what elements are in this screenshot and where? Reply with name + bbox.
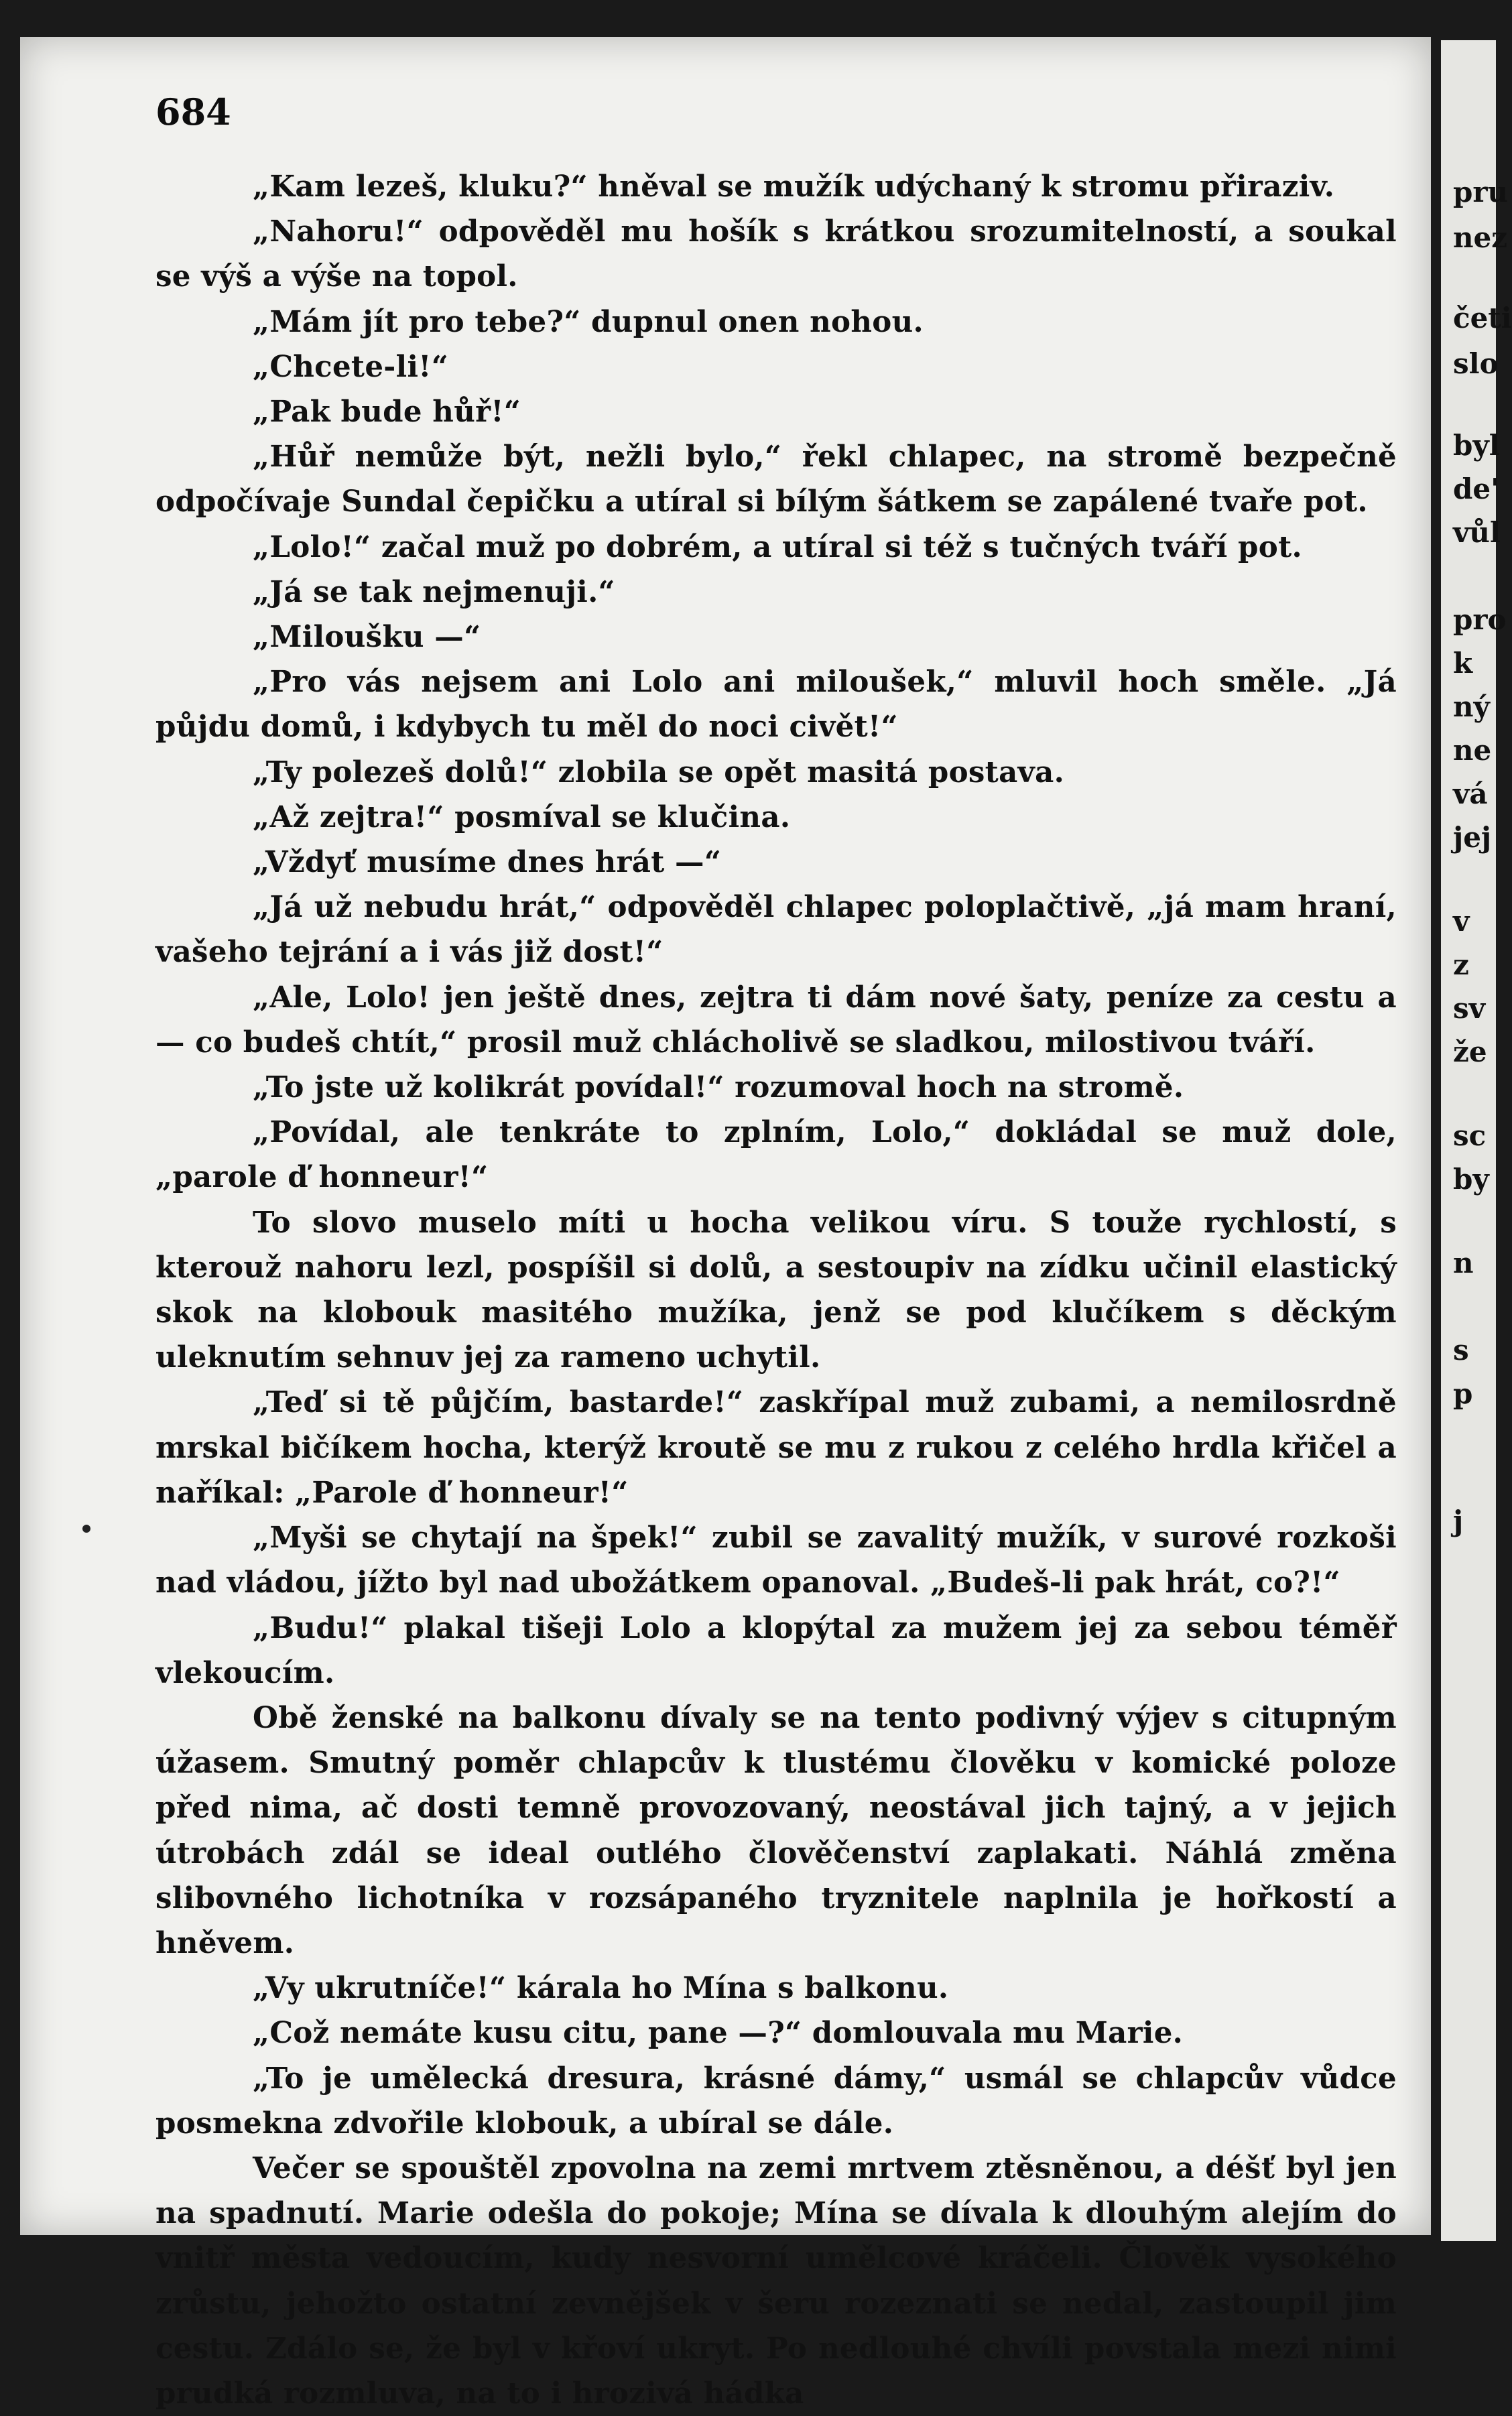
page-number: 684 xyxy=(155,90,231,133)
paragraph: „Nahoru!“ odpověděl mu hošík s krátkou srozumitelností, a soukal se výš a výše na topol. xyxy=(155,214,1397,294)
next-page-fragment: sc xyxy=(1453,1119,1487,1152)
paragraph: „To jste už kolikrát povídal!“ rozumoval hoch na stromě. xyxy=(253,1070,1184,1105)
paragraph: „Já už nebudu hrát,“ odpověděl chlapec poloplačtivě, „já mam hraní, vašeho tejrání a i vás již dost!“ xyxy=(155,890,1397,970)
paragraph: „Kam lezeš, kluku?“ hněval se mužík udýchaný k stromu přiraziv. xyxy=(253,170,1335,204)
next-page-fragment: že xyxy=(1453,1035,1487,1068)
next-page-fragment: byl xyxy=(1453,429,1500,462)
next-page-fragment: de' xyxy=(1453,472,1499,505)
paragraph: „Myši se chytají na špek!“ zubil se zavalitý mužík, v surové rozkoši nad vládou, jížto byl nad ubožátkem opanoval. „Budeš-li pak hrát, co?!“ xyxy=(155,1521,1397,1600)
next-page-fragment: k xyxy=(1453,647,1473,680)
next-page-fragment: s xyxy=(1453,1334,1469,1366)
next-page-fragment: z xyxy=(1453,948,1469,981)
next-page-fragment: by xyxy=(1453,1163,1489,1196)
next-page-fragment: slo xyxy=(1453,347,1499,380)
paragraph: „Povídal, ale tenkráte to zplním, Lolo,“ dokládal se muž dole, „parole ď honneur!“ xyxy=(155,1115,1397,1195)
paragraph: Večer se spouštěl zpovolna na zemi mrtvem ztěsněnou, a déšť byl jen na spadnutí. Marie odešla do pokoje; Mína se dívala k dlouhým alejím do vnitř města vedoucím, kudy nesvorní umělcové kráčeli. Člověk vysokého zrůstu, jehožto ostatní zevnějšek v šeru rozeznati se nedal, zastoupil jim cestu. Zdálo se, že byl v křoví ukryt. Po nedlouhé chvíli povstala mezi nimi prudká rozmluva, na to i hrozivá hádka xyxy=(155,2151,1397,2411)
paragraph: „Hůř nemůže být, nežli bylo,“ řekl chlapec, na stromě bezpečně odpočívaje Sundal čepičku a utíral si bílým šátkem se zapálené tvaře pot. xyxy=(155,440,1397,519)
next-page-fragment: pro xyxy=(1453,603,1507,636)
next-page-fragment: ne xyxy=(1453,734,1492,767)
next-page-fragment: nez xyxy=(1453,221,1508,254)
paragraph: „Ty polezeš dolů!“ zlobila se opět masitá postava. xyxy=(253,755,1065,789)
next-page-fragment: vůl xyxy=(1453,516,1501,549)
next-page-fragment: v xyxy=(1453,905,1470,938)
paragraph: „Vždyť musíme dnes hrát —“ xyxy=(253,845,722,880)
paragraph: „Já se tak nejmenuji.“ xyxy=(253,574,615,609)
next-page-fragment: sv xyxy=(1453,992,1486,1025)
page-body-text xyxy=(155,164,1397,2416)
paragraph: „Miloušku —“ xyxy=(253,620,481,655)
paragraph: „Teď si tě půjčím, bastarde!“ zaskřípal muž zubami, a nemilosrdně mrskal bičíkem hocha, kterýž kroutě se mu z rukou z celého hrdla křičel a naříkal: „Parole ď honneur!“ xyxy=(155,1385,1397,1510)
paragraph: „Pak bude hůř!“ xyxy=(253,395,521,430)
next-page-fragment: ný xyxy=(1453,690,1490,723)
paragraph: „Až zejtra!“ posmíval se klučina. xyxy=(253,800,791,834)
paragraph: „Což nemáte kusu citu, pane —?“ domlouvala mu Marie. xyxy=(253,2016,1184,2051)
next-page-fragment: n xyxy=(1453,1247,1474,1279)
next-page-fragment: j xyxy=(1453,1505,1464,1537)
paragraph: „Mám jít pro tebe?“ dupnul onen nohou. xyxy=(253,304,924,339)
next-page-fragment: p xyxy=(1453,1377,1473,1410)
paragraph: „To je umělecká dresura, krásné dámy,“ usmál se chlapcův vůdce posmekna zdvořile klobouk, a ubíral se dále. xyxy=(155,2061,1397,2141)
next-page-fragment: jej xyxy=(1453,821,1492,854)
paragraph: „Chcete-li!“ xyxy=(253,349,449,384)
margin-speck xyxy=(82,1525,90,1533)
paragraph: To slovo muselo míti u hocha velikou víru. S touže rychlostí, s kterouž nahoru lezl, pospíšil si dolů, a sestoupiv na zídku učinil elastický skok na klobouk masitého mužíka, jenž se pod klučíkem s děckým uleknutím sehnuv jej za rameno uchytil. xyxy=(155,1205,1397,1375)
next-page-fragment: pru xyxy=(1453,176,1509,208)
paragraph: „Vy ukrutníče!“ kárala ho Mína s balkonu. xyxy=(253,1971,949,2006)
paragraph: „Lolo!“ začal muž po dobrém, a utíral si též s tučných tváří pot. xyxy=(253,529,1302,564)
next-page-fragment: četi xyxy=(1453,302,1512,334)
next-page-fragment: vá xyxy=(1453,777,1488,810)
paragraph: „Budu!“ plakal tišeji Lolo a klopýtal za mužem jej za sebou téměř vlekoucím. xyxy=(155,1610,1397,1690)
paragraph: „Ale, Lolo! jen ještě dnes, zejtra ti dám nové šaty, peníze za cestu a — co budeš chtít,“ prosil muž chlácholivě se sladkou, milostivou tváří. xyxy=(155,980,1397,1060)
paragraph: „Pro vás nejsem ani Lolo ani miloušek,“ mluvil hoch směle. „Já půjdu domů, i kdybych tu měl do noci civět!“ xyxy=(155,665,1397,745)
paragraph: Obě ženské na balkonu dívaly se na tento podivný výjev s citupným úžasem. Smutný poměr chlapcův k tlustému člověku v komické poloze před nima, ač dosti temně provozovaný, neostával jich tajný, a v jejich útrobách zdál se ideal outlého člověčenství zaplakati. Náhlá změna slibovného lichotníka v rozsápaného tryznitele naplnila je hořkostí a hněvem. xyxy=(155,1700,1397,1960)
